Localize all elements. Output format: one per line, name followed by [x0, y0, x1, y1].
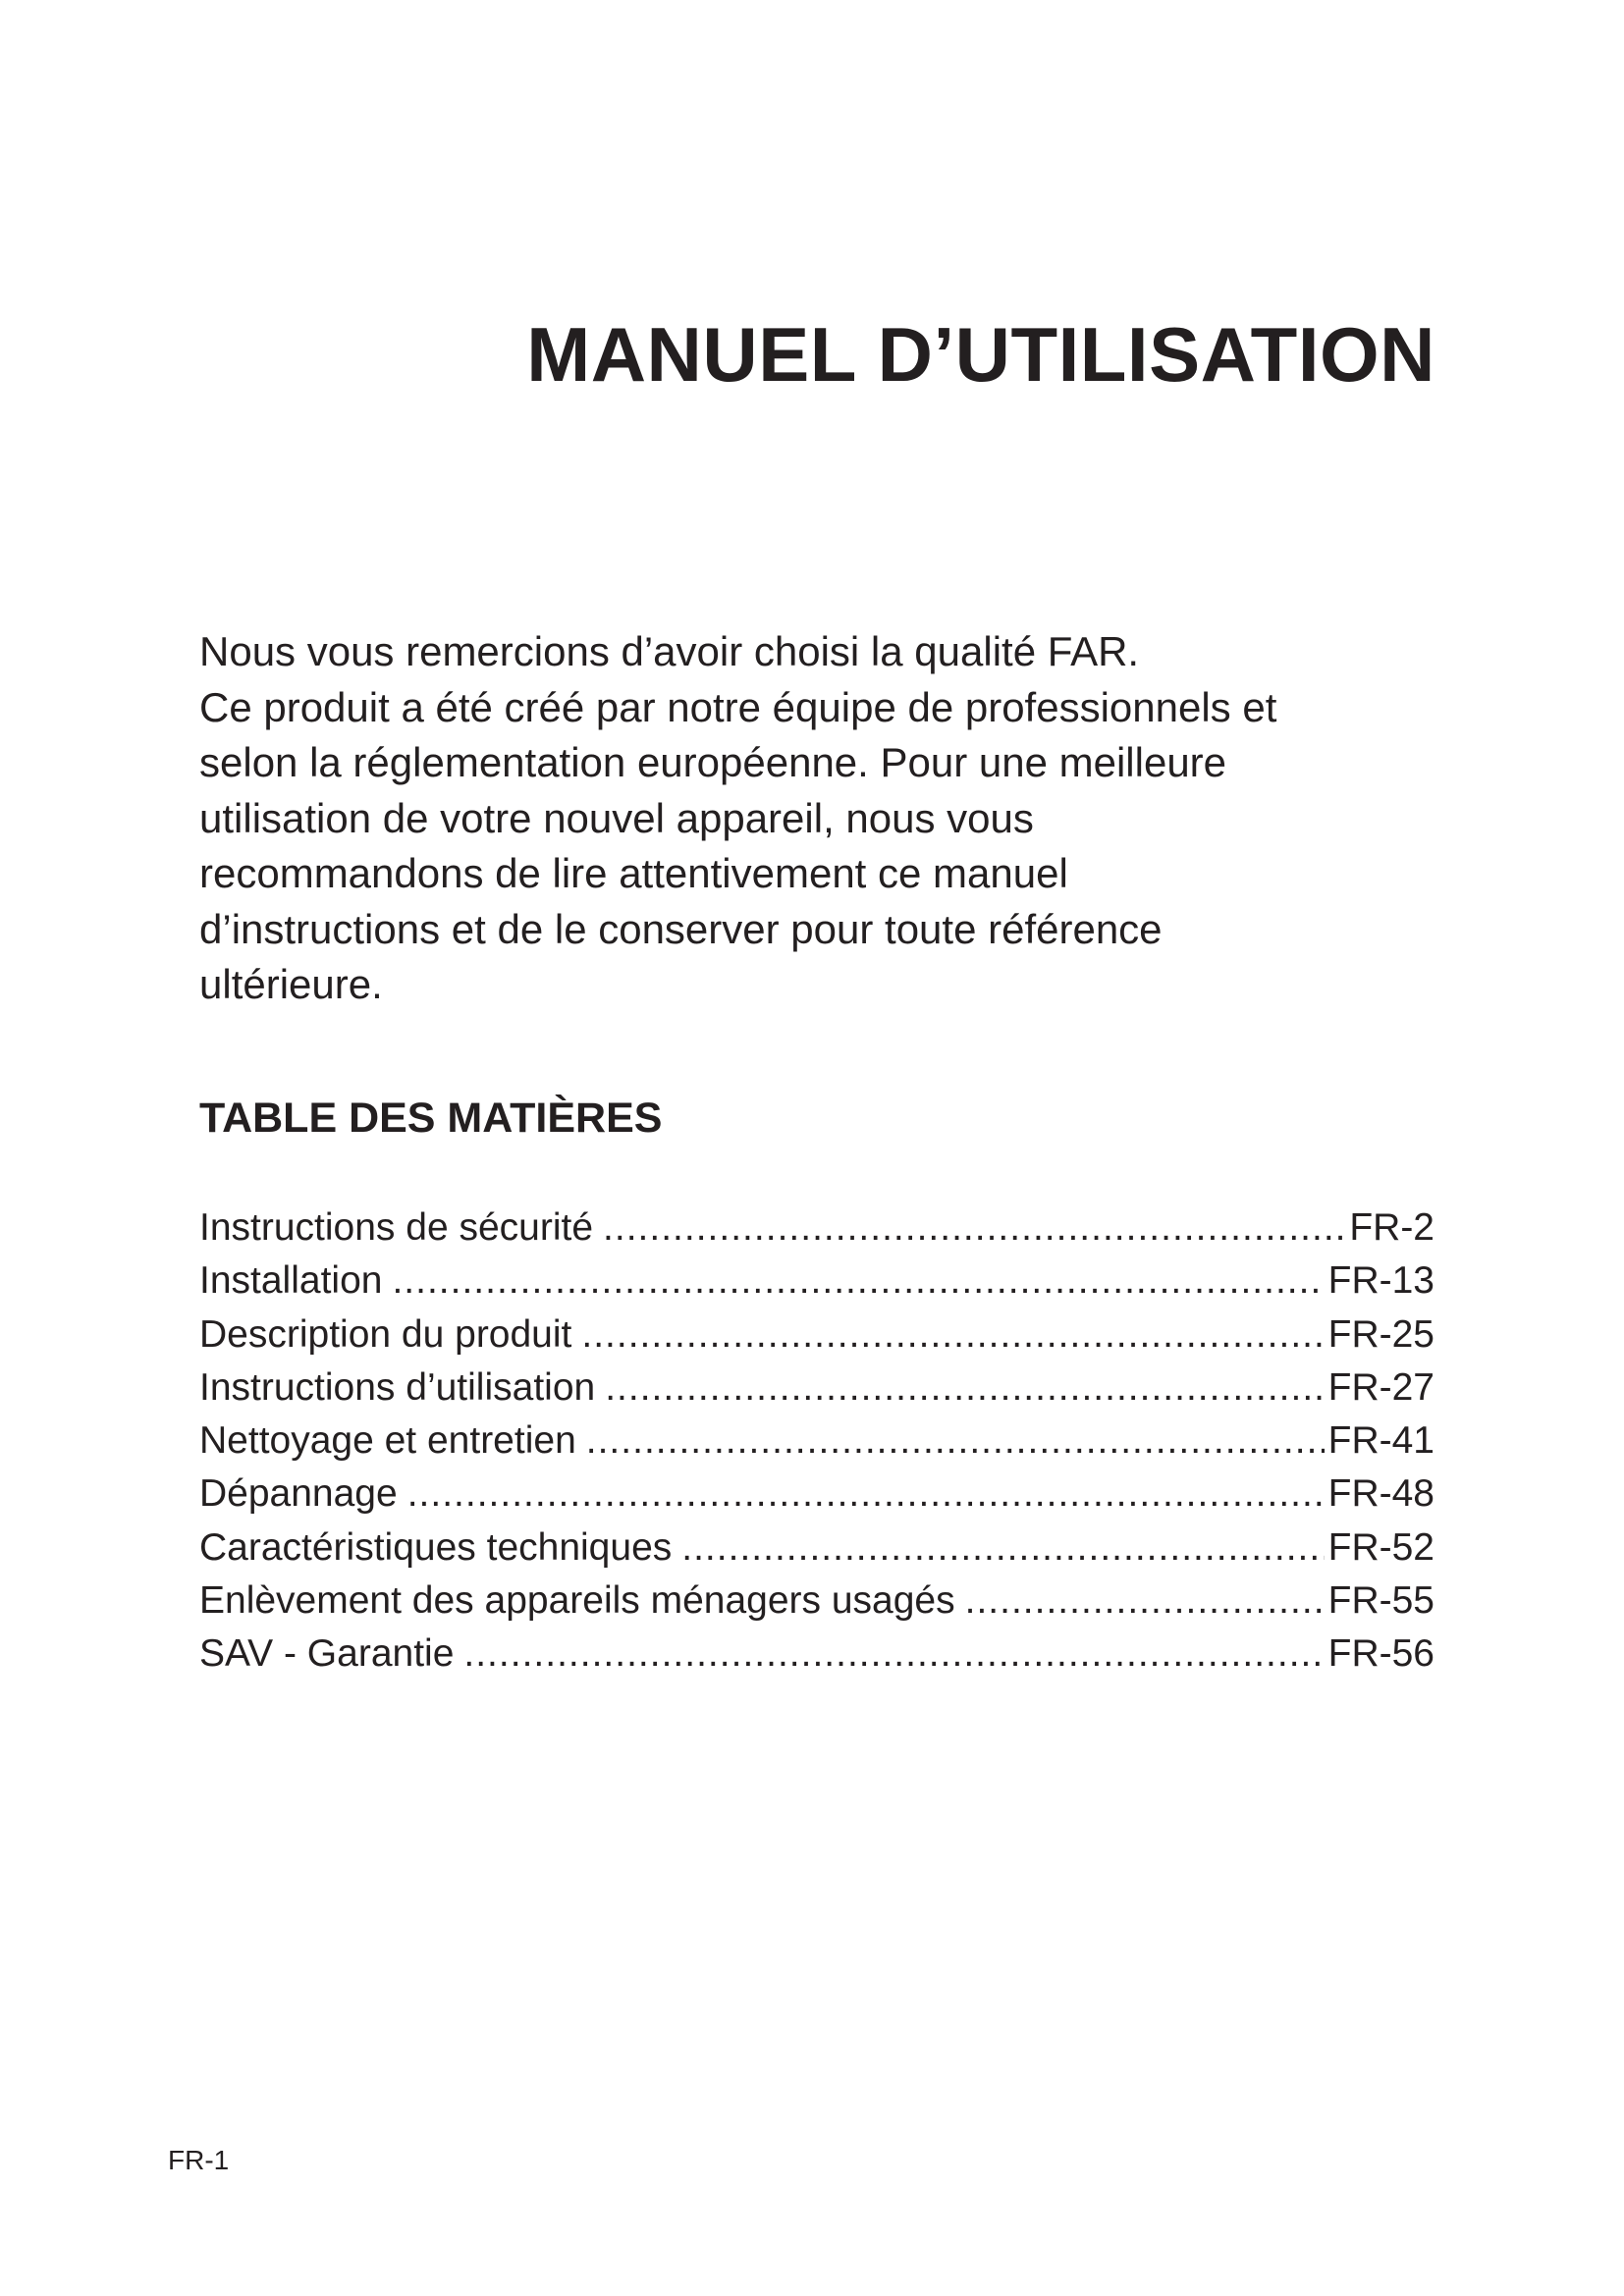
toc-entry-label: Description du produit — [199, 1312, 572, 1356]
toc-entry-warranty — [199, 1628, 1435, 1681]
toc-entry-label: Caractéristiques techniques — [199, 1525, 673, 1569]
toc-entry-page: FR-2 — [1349, 1206, 1435, 1249]
toc-entry-label: Enlèvement des appareils ménagers usagés — [199, 1579, 955, 1623]
toc-dot-leader — [965, 1575, 1325, 1628]
toc-dot-leader — [605, 1362, 1324, 1415]
toc-dot-leader — [463, 1628, 1324, 1681]
toc-entry-cleaning — [199, 1415, 1435, 1468]
toc-entry-label: SAV - Garantie — [199, 1632, 455, 1676]
toc-entry-page: FR-55 — [1327, 1579, 1435, 1623]
intro-line: utilisation de votre nouvel appareil, nous vous — [199, 794, 1034, 841]
intro-line: recommandons de lire attentivement ce manuel — [199, 850, 1068, 896]
toc-entry-label: Instructions de sécurité — [199, 1206, 594, 1249]
toc-entry-label: Nettoyage et entretien — [199, 1419, 576, 1463]
intro-line: selon la réglementation européenne. Pour une meilleure — [199, 739, 1227, 785]
table-of-contents — [199, 1201, 1435, 1682]
toc-entry-usage — [199, 1362, 1435, 1415]
page-number: FR-1 — [168, 2145, 230, 2175]
toc-dot-leader — [392, 1255, 1324, 1308]
toc-dot-leader — [681, 1522, 1324, 1575]
toc-entry-page: FR-48 — [1327, 1472, 1435, 1516]
toc-dot-leader — [407, 1468, 1325, 1521]
toc-entry-troubleshooting — [199, 1468, 1435, 1521]
intro-paragraph — [199, 624, 1456, 1013]
page-title: MANUEL D’UTILISATION — [526, 311, 1435, 398]
toc-heading: TABLE DES MATIÈRES — [199, 1095, 663, 1142]
toc-entry-page: FR-13 — [1327, 1259, 1435, 1303]
intro-line: Ce produit a été créé par notre équipe de professionnels et — [199, 683, 1277, 730]
toc-dot-leader — [603, 1201, 1345, 1255]
toc-entry-safety — [199, 1201, 1435, 1255]
toc-dot-leader — [586, 1415, 1325, 1468]
toc-entry-page: FR-25 — [1327, 1312, 1435, 1356]
toc-dot-leader — [581, 1308, 1324, 1362]
toc-entry-specifications — [199, 1522, 1435, 1575]
toc-entry-page: FR-41 — [1327, 1419, 1435, 1463]
toc-entry-page: FR-56 — [1327, 1632, 1435, 1676]
toc-entry-page: FR-52 — [1327, 1525, 1435, 1569]
toc-entry-label: Dépannage — [199, 1472, 398, 1516]
toc-entry-installation — [199, 1255, 1435, 1308]
toc-entry-label: Installation — [199, 1259, 383, 1303]
toc-entry-description — [199, 1308, 1435, 1362]
toc-entry-label: Instructions d’utilisation — [199, 1365, 596, 1409]
toc-entry-disposal — [199, 1575, 1435, 1628]
intro-line: ultérieure. — [199, 961, 383, 1007]
intro-line: d’instructions et de le conserver pour toute référence — [199, 905, 1163, 952]
toc-entry-page: FR-27 — [1327, 1365, 1435, 1409]
intro-line: Nous vous remercions d’avoir choisi la qualité FAR. — [199, 628, 1140, 674]
